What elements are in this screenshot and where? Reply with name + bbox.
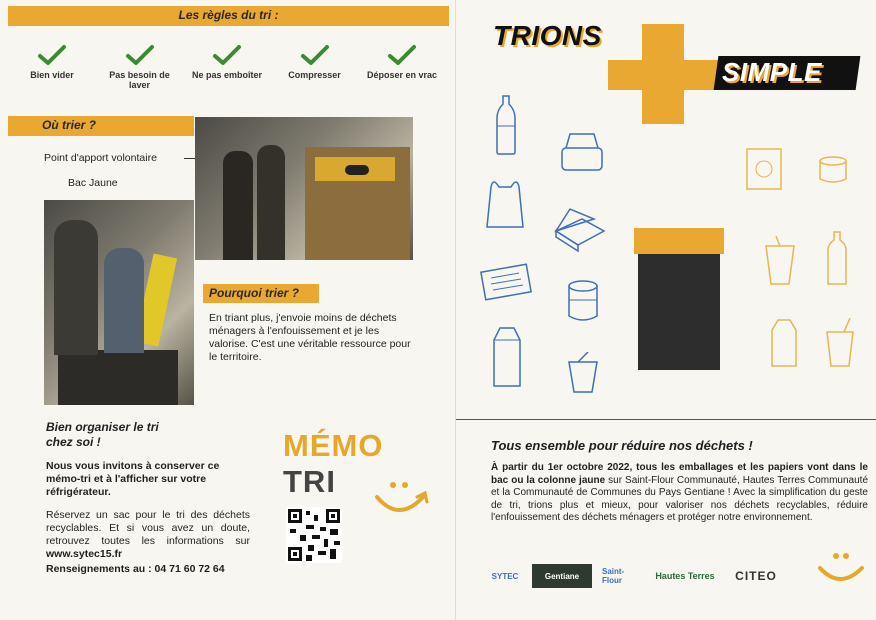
plus-icon [608,24,718,124]
rule-compress: Compresser [275,44,355,90]
check-icon [37,44,67,66]
newspaper-icon [479,262,535,302]
milk-carton-icon [488,326,524,388]
rule-loose: Déposer en vrac [362,44,442,90]
contact-line: Renseignements au : 04 71 60 72 64 [46,563,225,575]
logo-saint-flour: Saint-Flour [602,567,625,585]
title-trions: TRIONS [493,20,602,51]
check-icon [387,44,417,66]
contact-phone: 04 71 60 72 64 [154,563,225,575]
together-text: À partir du 1er octobre 2022, tous les emballages et les papiers vont dans le bac ou la colonne jaune sur Saint-Flour Communauté, Hautes Terres Communauté et la Communauté de Communes du Pays Gentiane ! Avec la simplification du geste de tri, trions plus et mieux, pour valoriser nos déchets recyclables, réduire l'enfouissement des déchets ménagers et protéger notre environnement. [491,462,869,523]
tin-can-icon [817,155,849,185]
pizza-box-icon [552,205,608,255]
logo-hautes-terres: Hautes Terres [655,571,715,581]
plastic-bag-icon [485,175,525,231]
drink-cup-icon [824,318,856,368]
why-text: En triant plus, j'envoie moins de déchets ménagers à l'enfouissement et je les valorise. C'est une véritable ressource pour le territoire. [209,312,411,363]
check-icon [300,44,330,66]
rule-no-nest: Ne pas emboîter [187,44,267,90]
yellow-bin-lid [634,228,724,254]
memo-tri-logo [283,428,383,500]
logo-gentiane: Gentiane [532,564,592,588]
yellow-bin-body [638,254,720,370]
smile-icon-right [816,548,868,588]
partner-logos [488,561,808,591]
yogurt-cup-icon [566,352,600,394]
where-title: Où trier ? [42,118,97,132]
together-title: Tous ensemble pour réduire nos déchets ! [491,438,753,453]
organize-bold-text: Nous vous invitons à conserver ce mémo-tri et à l'afficher sur votre réfrigérateur. [46,460,220,498]
rule-empty: Bien vider [12,44,92,90]
title-simple: SIMPLE [722,57,822,87]
rules-title: Les règles du tri : [178,8,279,22]
photo-yellow-bin [44,200,194,405]
cereal-box-icon [745,147,783,191]
why-title-bar [203,284,319,303]
where-point-label: Point d'apport volontaire [44,152,157,164]
rules-list [12,44,442,90]
check-icon [125,44,155,66]
website-link[interactable]: www.sytec15.fr [46,548,123,560]
logo-citeo: CITEO [735,569,777,583]
rules-title-bar [8,6,449,26]
where-bac-label: Bac Jaune [68,177,118,189]
smile-icon [371,475,433,521]
together-intro: À partir du 1er octobre 2022, tous les emballages et les papiers vont dans le bac ou la colonne jaune [491,462,868,486]
why-title: Pourquoi trier ? [209,286,299,300]
tri-word: TRI [283,464,336,499]
rule-no-wash: Pas besoin de laver [100,44,180,90]
check-icon [212,44,242,66]
where-title-bar [8,116,194,136]
organize-title: Bien organiser le tri chez soi ! [46,420,159,449]
bottle-icon [826,230,848,286]
logo-sytec: SYTEC [491,571,519,581]
photo-drop-off-point [195,117,413,260]
cup-icon [764,236,796,286]
memo-word: MÉMO [283,428,384,463]
juice-carton-icon [768,318,800,368]
fold-divider [455,0,456,620]
plastic-bottle-icon [495,94,517,156]
can-icon [566,278,600,324]
section-divider [456,419,876,420]
food-tray-icon [558,130,606,174]
organize-text: Réservez un sac pour le tri des déchets recyclables. Et si vous avez un doute, retrouvez toutes les informations sur www.sytec15.fr [46,509,250,560]
qr-code-icon[interactable] [286,507,342,563]
